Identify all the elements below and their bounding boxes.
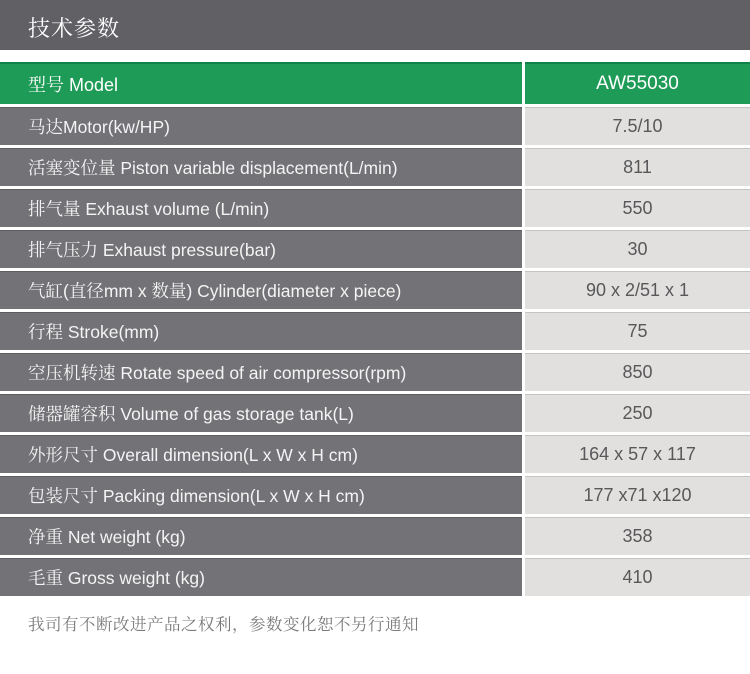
table-row — [0, 312, 750, 350]
section-title-bar — [0, 0, 750, 50]
row-label: 排气量 Exhaust volume (L/min) — [0, 189, 522, 227]
row-value: 358 — [525, 517, 750, 555]
row-label: 马达Motor(kw/HP) — [0, 107, 522, 145]
row-label: 包装尺寸 Packing dimension(L x W x H cm) — [0, 476, 522, 514]
model-header-row — [0, 62, 750, 104]
spec-rows — [0, 107, 750, 596]
spec-table — [0, 62, 750, 596]
model-label: 型号 Model — [0, 62, 522, 104]
row-value: 75 — [525, 312, 750, 350]
model-value: AW55030 — [525, 62, 750, 104]
table-row — [0, 476, 750, 514]
row-value: 250 — [525, 394, 750, 432]
row-value: 164 x 57 x 117 — [525, 435, 750, 473]
table-row — [0, 107, 750, 145]
table-row — [0, 189, 750, 227]
row-label: 空压机转速 Rotate speed of air compressor(rpm) — [0, 353, 522, 391]
row-label: 活塞变位量 Piston variable displacement(L/min) — [0, 148, 522, 186]
row-value: 811 — [525, 148, 750, 186]
row-value: 850 — [525, 353, 750, 391]
row-label: 储器罐容积 Volume of gas storage tank(L) — [0, 394, 522, 432]
row-value: 550 — [525, 189, 750, 227]
row-label: 毛重 Gross weight (kg) — [0, 558, 522, 596]
table-row — [0, 394, 750, 432]
row-label: 排气压力 Exhaust pressure(bar) — [0, 230, 522, 268]
disclaimer-note: 我司有不断改进产品之权利，参数变化恕不另行通知 — [28, 616, 419, 634]
row-label: 气缸(直径mm x 数量) Cylinder(diameter x piece) — [0, 271, 522, 309]
row-value: 177 x71 x120 — [525, 476, 750, 514]
table-row — [0, 517, 750, 555]
row-value: 410 — [525, 558, 750, 596]
row-value: 90 x 2/51 x 1 — [525, 271, 750, 309]
row-value: 7.5/10 — [525, 107, 750, 145]
table-row — [0, 558, 750, 596]
table-row — [0, 271, 750, 309]
page-title: 技术参数 — [28, 15, 121, 41]
table-row — [0, 230, 750, 268]
table-row — [0, 435, 750, 473]
row-value: 30 — [525, 230, 750, 268]
row-label: 净重 Net weight (kg) — [0, 517, 522, 555]
table-row — [0, 353, 750, 391]
row-label: 外形尺寸 Overall dimension(L x W x H cm) — [0, 435, 522, 473]
table-row — [0, 148, 750, 186]
row-label: 行程 Stroke(mm) — [0, 312, 522, 350]
